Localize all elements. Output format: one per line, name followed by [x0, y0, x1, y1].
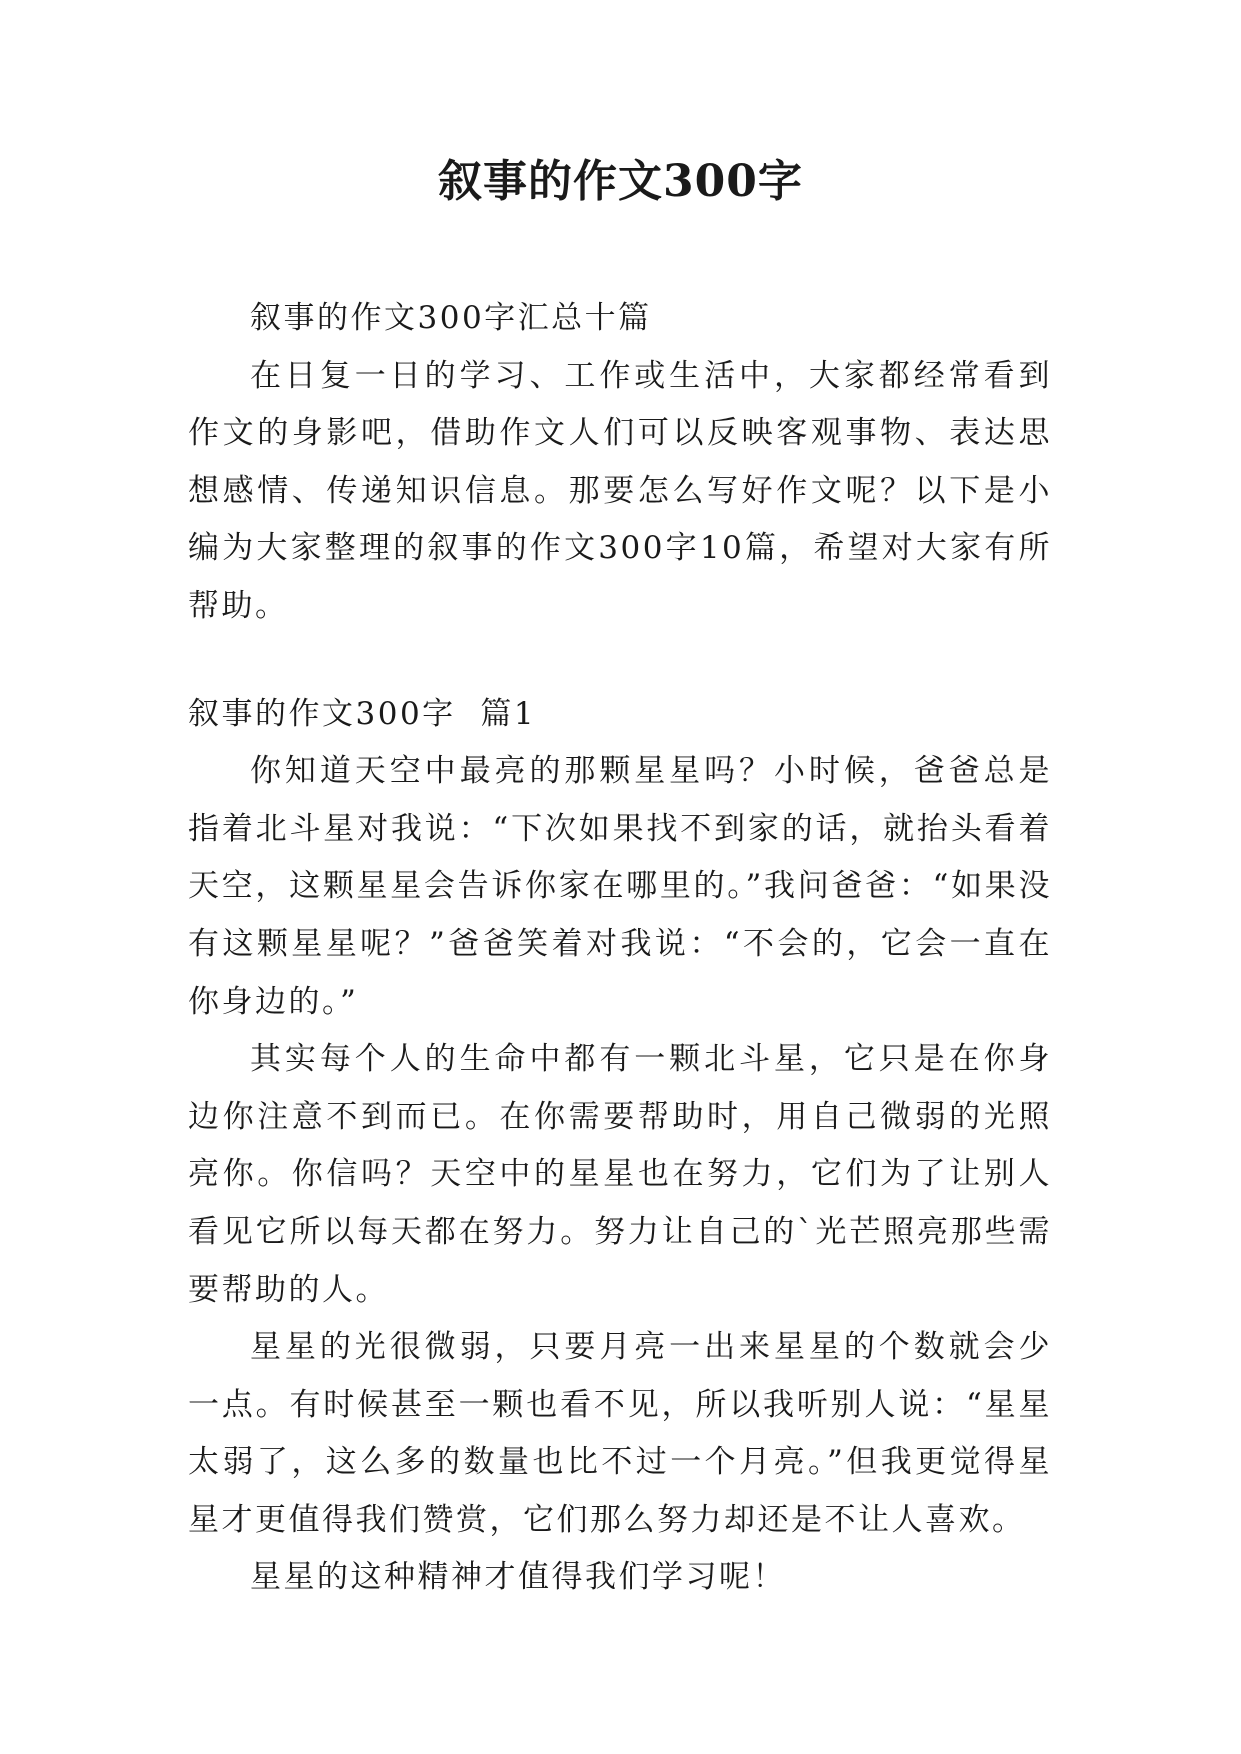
body-paragraph-3: 星星的光很微弱，只要月亮一出来星星的个数就会少一点。有时候甚至一颗也看不见，所以我听别人说：“星星太弱了，这么多的数量也比不过一个月亮。”但我更觉得星星才更值得我们赞赏，它们那么努力却还是不让人喜欢。 — [188, 1329, 1052, 1538]
document-body — [188, 290, 1052, 1607]
section-heading: 叙事的作文300字 篇1 — [188, 695, 537, 732]
body-paragraph-4: 星星的这种精神才值得我们学习呢！ — [250, 1559, 786, 1596]
document-title: 叙事的作文300字 — [438, 156, 803, 207]
intro-paragraph: 在日复一日的学习、工作或生活中，大家都经常看到作文的身影吧，借助作文人们可以反映客观事物、表达思想感情、传递知识信息。那要怎么写好作文呢？以下是小编为大家整理的叙事的作文300字10篇，希望对大家有所帮助。 — [188, 357, 1052, 624]
document-subtitle: 叙事的作文300字汇总十篇 — [250, 300, 652, 336]
body-paragraph-1: 你知道天空中最亮的那颗星星吗？小时候，爸爸总是指着北斗星对我说：“下次如果找不到家的话，就抬头看着天空，这颗星星会告诉你家在哪里的。”我问爸爸：“如果没有这颗星星呢？”爸爸笑着对我说：“不会的，它会一直在你身边的。” — [188, 753, 1052, 1020]
section-spacer — [188, 636, 1052, 686]
body-paragraph-2: 其实每个人的生命中都有一颗北斗星，它只是在你身边你注意不到而已。在你需要帮助时，用自己微弱的光照亮你。你信吗？天空中的星星也在努力，它们为了让别人看见它所以每天都在努力。努力让自己的`光芒照亮那些需要帮助的人。 — [188, 1041, 1052, 1308]
